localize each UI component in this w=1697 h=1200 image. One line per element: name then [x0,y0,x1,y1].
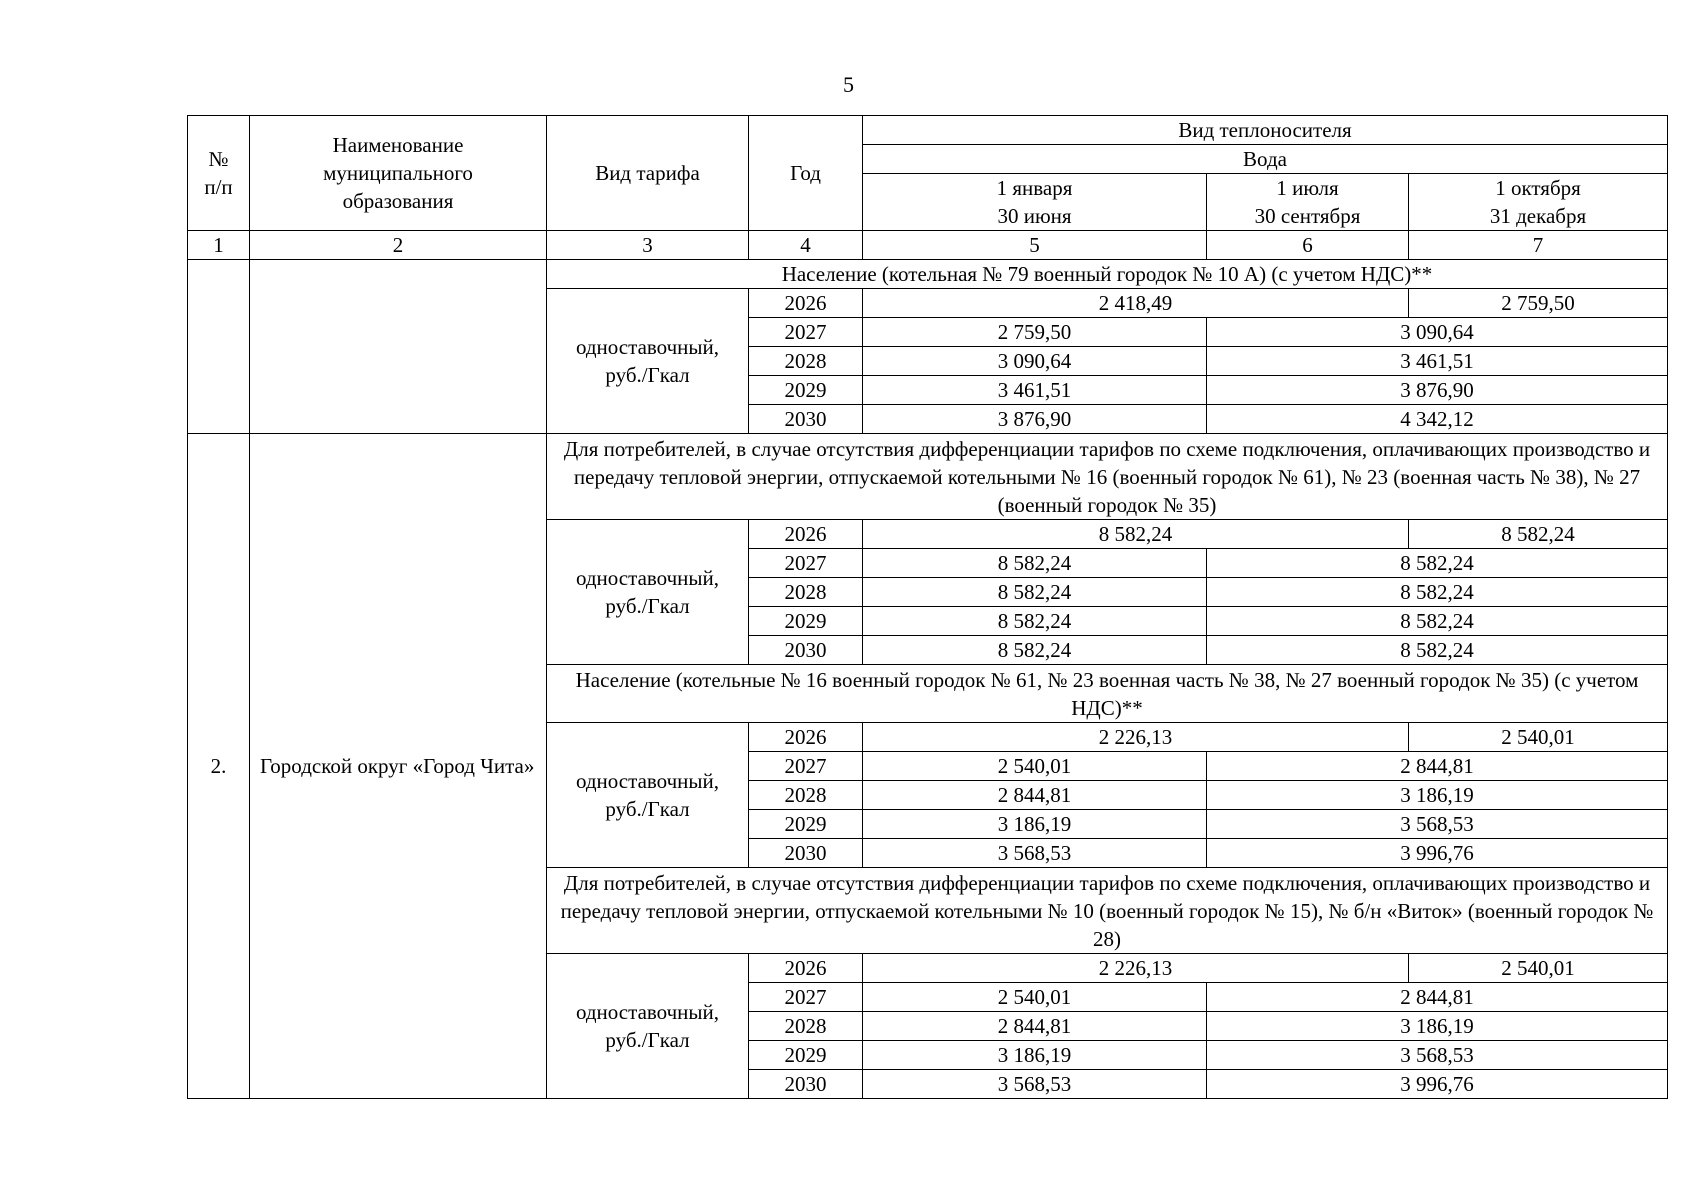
year-cell: 2027 [749,752,863,781]
year-cell: 2030 [749,405,863,434]
tariff-value: 3 876,90 [863,405,1207,434]
year-cell: 2029 [749,1041,863,1070]
row-number-empty [188,260,250,434]
section-title-row [188,260,1668,289]
section-title: Для потребителей, в случае отсутствия дифференциации тарифов по схеме подключения, оплачивающих производство и передачу тепловой энергии, отпускаемой котельными № 16 (военный городок № 61), № 23 (военная часть № 38), № 27 (военный городок № 35) [547,434,1668,520]
header-index: 2 [250,231,547,260]
tariff-type: одноставочный, руб./Гкал [547,954,749,1099]
tariff-value: 3 568,53 [863,839,1207,868]
year-cell: 2030 [749,636,863,665]
tariff-value: 3 186,19 [1207,1012,1668,1041]
year-cell: 2026 [749,520,863,549]
tariff-value: 3 186,19 [863,1041,1207,1070]
year-cell: 2028 [749,781,863,810]
year-cell: 2027 [749,549,863,578]
header-period-1: 1 января 30 июня [863,174,1207,231]
tariff-value: 3 461,51 [863,376,1207,405]
header-coolant-type: Вид теплоносителя [863,116,1668,145]
year-cell: 2028 [749,578,863,607]
page-number: 5 [843,72,854,97]
tariff-value: 3 996,76 [1207,839,1668,868]
header-index: 1 [188,231,250,260]
year-cell: 2026 [749,954,863,983]
tariff-table [187,115,1668,1099]
header-period-3: 1 октября 31 декабря [1409,174,1668,231]
tariff-value: 3 461,51 [1207,347,1668,376]
year-cell: 2026 [749,289,863,318]
header-period-2: 1 июля 30 сентября [1207,174,1409,231]
tariff-value: 2 418,49 [863,289,1409,318]
header-index: 3 [547,231,749,260]
tariff-value: 3 090,64 [863,347,1207,376]
year-cell: 2029 [749,607,863,636]
tariff-value: 3 186,19 [1207,781,1668,810]
tariff-type: одноставочный, руб./Гкал [547,520,749,665]
year-cell: 2030 [749,1070,863,1099]
tariff-value: 8 582,24 [863,520,1409,549]
tariff-value: 2 759,50 [1409,289,1668,318]
section-title-row [188,434,1668,520]
tariff-value: 2 844,81 [1207,983,1668,1012]
section-title: Для потребителей, в случае отсутствия дифференциации тарифов по схеме подключения, оплачивающих производство и передачу тепловой энергии, отпускаемой котельными № 10 (военный городок № 15), № б/н «Виток» (военный городок № 28) [547,868,1668,954]
tariff-value: 2 540,01 [863,752,1207,781]
tariff-value: 2 844,81 [863,781,1207,810]
tariff-value: 8 582,24 [1207,636,1668,665]
tariff-value: 3 568,53 [863,1070,1207,1099]
year-cell: 2027 [749,318,863,347]
tariff-value: 8 582,24 [1409,520,1668,549]
header-index: 6 [1207,231,1409,260]
header-index-row [188,231,1668,260]
row-municipality-empty [250,260,547,434]
tariff-value: 2 540,01 [1409,954,1668,983]
header-col-municipality: Наименование муниципального образования [250,116,547,231]
year-cell: 2027 [749,983,863,1012]
tariff-value: 4 342,12 [1207,405,1668,434]
header-row-1 [188,116,1668,145]
tariff-value: 3 996,76 [1207,1070,1668,1099]
row-number: 2. [188,434,250,1099]
tariff-value: 8 582,24 [1207,607,1668,636]
header-col-number: № п/п [188,116,250,231]
tariff-value: 2 540,01 [863,983,1207,1012]
year-cell: 2026 [749,723,863,752]
tariff-value: 3 876,90 [1207,376,1668,405]
year-cell: 2030 [749,839,863,868]
tariff-value: 3 568,53 [1207,1041,1668,1070]
tariff-value: 3 568,53 [1207,810,1668,839]
tariff-value: 3 090,64 [1207,318,1668,347]
row-municipality: Городской округ «Город Чита» [250,434,547,1099]
tariff-value: 2 844,81 [863,1012,1207,1041]
tariff-value: 2 226,13 [863,723,1409,752]
tariff-value: 8 582,24 [863,578,1207,607]
header-col-year: Год [749,116,863,231]
tariff-value: 8 582,24 [1207,549,1668,578]
tariff-value: 2 844,81 [1207,752,1668,781]
year-cell: 2028 [749,1012,863,1041]
header-col-tariff: Вид тарифа [547,116,749,231]
header-index: 5 [863,231,1207,260]
tariff-value: 2 226,13 [863,954,1409,983]
header-index: 7 [1409,231,1668,260]
section-title: Население (котельная № 79 военный городок № 10 А) (с учетом НДС)** [547,260,1668,289]
year-cell: 2029 [749,376,863,405]
tariff-value: 8 582,24 [863,636,1207,665]
year-cell: 2029 [749,810,863,839]
tariff-value: 8 582,24 [863,607,1207,636]
header-coolant: Вода [863,145,1668,174]
tariff-value: 8 582,24 [863,549,1207,578]
tariff-value: 8 582,24 [1207,578,1668,607]
year-cell: 2028 [749,347,863,376]
tariff-value: 2 540,01 [1409,723,1668,752]
section-title: Население (котельные № 16 военный городок № 61, № 23 военная часть № 38, № 27 военный городок № 35) (с учетом НДС)** [547,665,1668,723]
tariff-type: одноставочный, руб./Гкал [547,289,749,434]
tariff-value: 2 759,50 [863,318,1207,347]
tariff-type: одноставочный, руб./Гкал [547,723,749,868]
tariff-value: 3 186,19 [863,810,1207,839]
header-index: 4 [749,231,863,260]
